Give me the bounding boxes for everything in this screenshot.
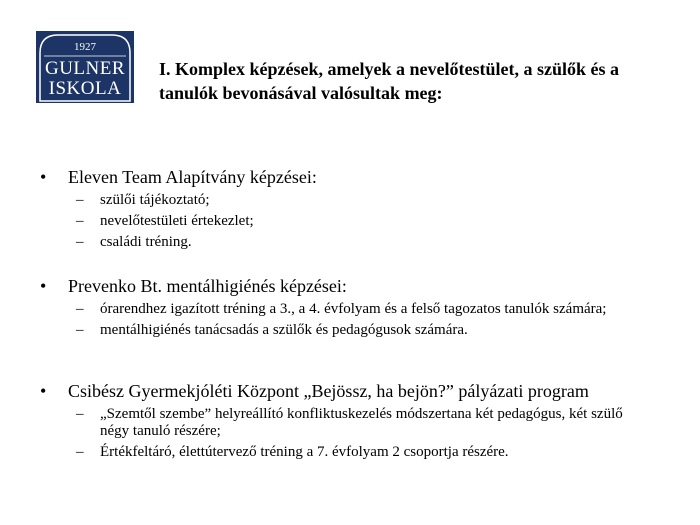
section-heading: Eleven Team Alapítvány képzései:: [68, 167, 317, 187]
dash-icon: –: [76, 192, 84, 208]
list-item-text: mentálhigiénés tanácsadás a szülők és pedagógusok számára.: [100, 322, 468, 338]
logo-name-line2: ISKOLA: [48, 78, 122, 99]
list-item-text: nevelőtestületi értekezlet;: [100, 213, 254, 229]
logo-year: 1927: [74, 41, 96, 53]
dash-icon: –: [76, 301, 84, 317]
dash-icon: –: [76, 322, 84, 338]
dash-icon: –: [76, 444, 84, 460]
slide-title: I. Komplex képzések, amelyek a nevelőtestület, a szülők és a tanulók bevonásával valósultak meg:: [159, 59, 619, 103]
list-item: [76, 301, 636, 318]
list-item: [76, 406, 646, 440]
list-item: [76, 234, 676, 251]
list-item-text: Értékfeltáró, élettútervező tréning a 7. évfolyam 2 csoportja részére.: [100, 444, 509, 460]
bullet-icon: •: [40, 167, 47, 187]
list-item: [76, 444, 646, 461]
list-item: [76, 213, 676, 230]
bullet-icon: •: [40, 276, 47, 296]
dash-icon: –: [76, 234, 84, 250]
logo-name-line1: GULNER: [44, 58, 126, 79]
sub-list: [76, 406, 646, 461]
bullet-icon: •: [40, 381, 47, 401]
sub-list: [76, 301, 636, 339]
dash-icon: –: [76, 406, 84, 422]
list-item: [76, 322, 636, 339]
school-logo: [36, 31, 134, 103]
list-item-text: „Szemtől szembe” helyreállító konfliktuskezelés módszertana két pedagógus, két szülő négy tanuló részére;: [100, 406, 623, 439]
list-item-text: szülői tájékoztató;: [100, 192, 210, 208]
dash-icon: –: [76, 213, 84, 229]
list-item: [76, 192, 676, 209]
section-heading: Csibész Gyermekjóléti Központ „Bejössz, ha bejön?” pályázati program: [68, 381, 589, 401]
section-heading: Prevenko Bt. mentálhigiénés képzései:: [68, 276, 347, 296]
list-item-text: családi tréning.: [100, 234, 192, 250]
list-item-text: órarendhez igazított tréning a 3., a 4. évfolyam és a felső tagozatos tanulók számára;: [100, 301, 607, 317]
sub-list: [76, 192, 676, 251]
